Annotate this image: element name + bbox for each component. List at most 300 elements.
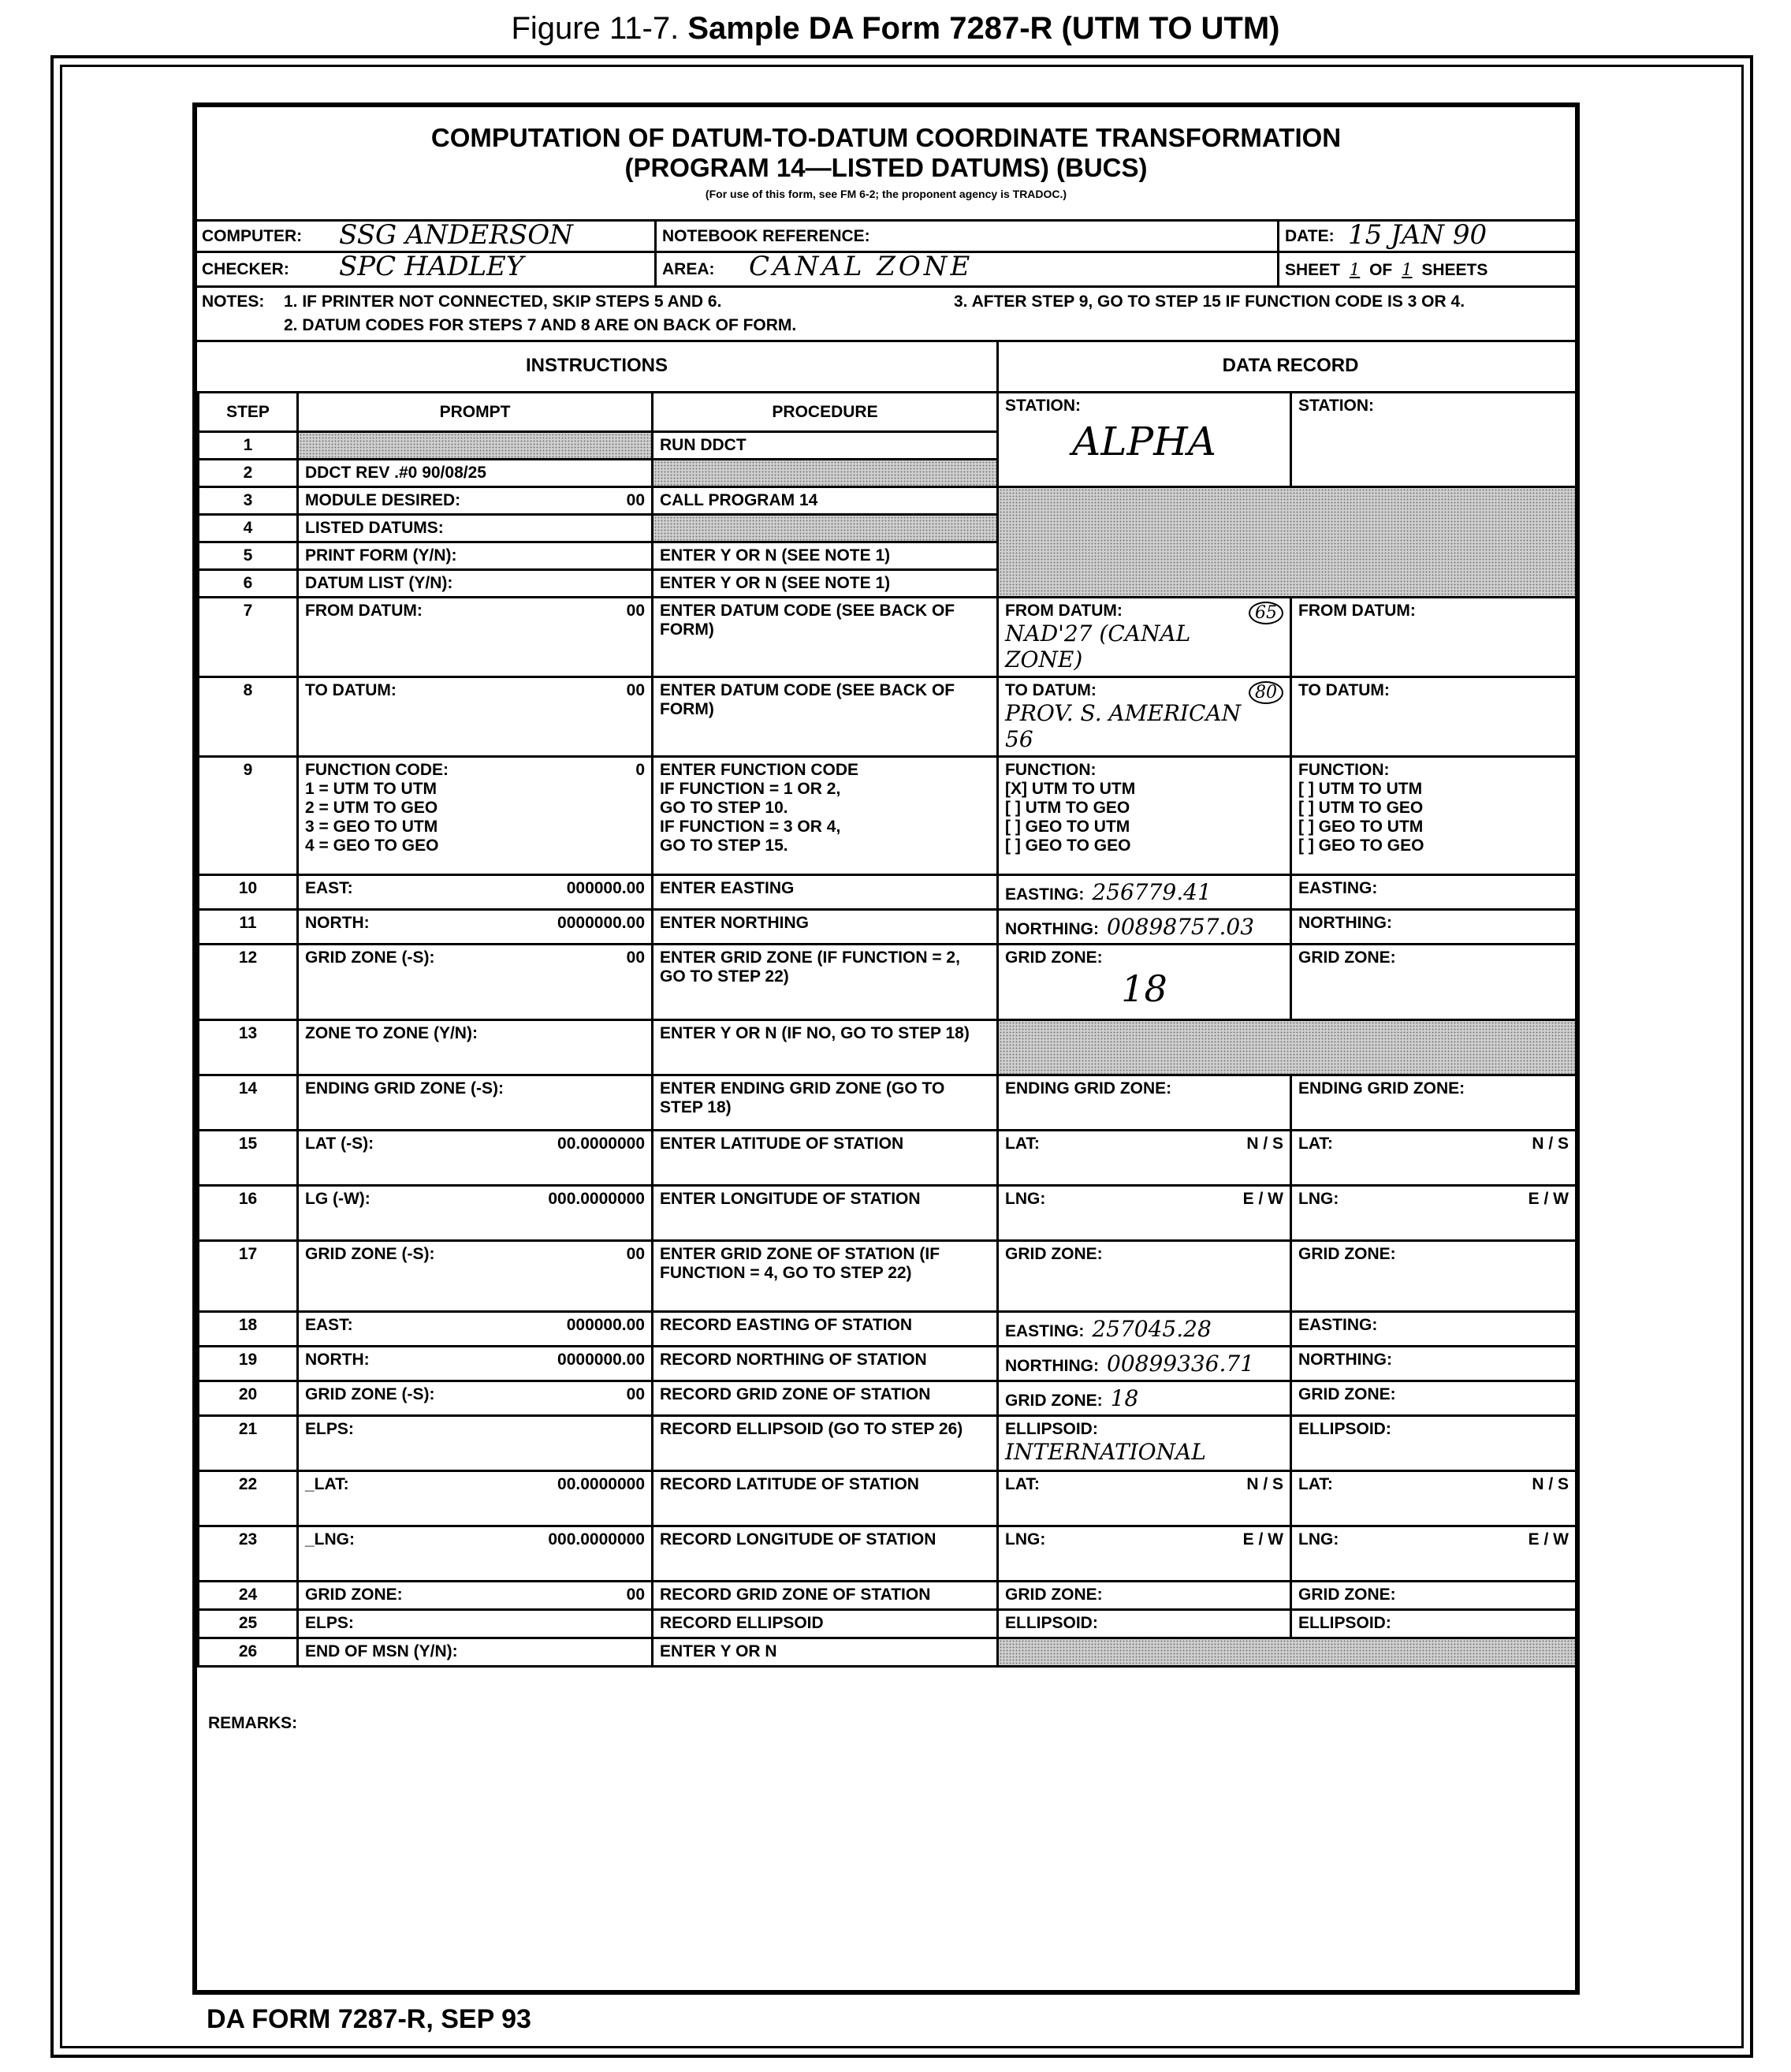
procedure-text: ENTER ENDING GRID ZONE (GO TO STEP 18) (660, 1079, 945, 1116)
prompt-cell (298, 598, 653, 677)
prompt-default: 00 (626, 681, 645, 699)
data-label: LAT: (1298, 1475, 1333, 1493)
date-value[interactable]: 15 JAN 90 (1348, 219, 1488, 251)
table-row (199, 1638, 1577, 1667)
datum-code-circled: 65 (1249, 602, 1283, 624)
prompt-cell (298, 1526, 653, 1582)
function-checkbox[interactable]: [ ] GEO TO UTM (1298, 818, 1424, 836)
of-value[interactable]: 1 (1402, 260, 1413, 279)
info-block (197, 219, 1575, 288)
prompt-cell (298, 1075, 653, 1131)
procedure-text: RECORD ELLIPSOID (660, 1614, 824, 1632)
data-cell-station-2[interactable] (1291, 677, 1577, 757)
prompt-default: 00 (626, 1385, 645, 1403)
table-row (199, 910, 1577, 945)
step-number: 18 (199, 1312, 298, 1347)
hemisphere-indicator: E / W (1528, 1190, 1569, 1208)
procedure-text: ENTER GRID ZONE (IF FUNCTION = 2, GO TO STEP 22) (660, 948, 960, 986)
prompt-text: EAST: (305, 1316, 353, 1334)
procedure-cell (653, 515, 998, 542)
data-cell-station-2[interactable] (1291, 910, 1577, 945)
procedure-text: CALL PROGRAM 14 (660, 491, 818, 509)
procedure-note: IF FUNCTION = 3 OR 4, (660, 818, 841, 836)
prompt-cell (298, 757, 653, 875)
remarks-label: REMARKS: (208, 1714, 298, 1732)
prompt-default: 0000000.00 (557, 1351, 645, 1369)
procedure-note: GO TO STEP 10. (660, 799, 788, 817)
prompt-text: _LNG: (305, 1530, 355, 1548)
data-cell-station-1[interactable] (998, 677, 1291, 757)
data-cell-station-1[interactable] (998, 1610, 1291, 1638)
table-row (199, 1020, 1577, 1075)
prompt-cell (298, 1610, 653, 1638)
prompt-text: ELPS: (305, 1420, 354, 1438)
datum-code-circled: 80 (1249, 681, 1283, 704)
data-record-heading: DATA RECORD (1222, 355, 1359, 376)
form-subtitle: (For use of this form, see FM 6-2; the proponent agency is TRADOC.) (705, 188, 1067, 200)
data-label: GRID ZONE: (1005, 1245, 1103, 1263)
checker-value[interactable]: SPC HADLEY (339, 251, 524, 282)
notes-block (197, 288, 1575, 342)
procedure-cell (653, 1312, 998, 1347)
prompt-text: LG (-W): (305, 1190, 370, 1208)
data-cell-station-2[interactable] (1291, 1241, 1577, 1312)
section-headings (197, 342, 1575, 391)
procedure-cell (653, 570, 998, 598)
data-label: LNG: (1298, 1190, 1339, 1208)
function-checkbox[interactable]: [X] UTM TO UTM (1005, 780, 1136, 798)
prompt-text: _LAT: (305, 1475, 349, 1493)
function-checkbox[interactable]: [ ] UTM TO UTM (1298, 780, 1423, 798)
procedure-text: ENTER LATITUDE OF STATION (660, 1135, 904, 1153)
data-cell-station-1[interactable] (998, 875, 1291, 910)
data-label: LNG: (1298, 1530, 1339, 1548)
instructions-heading: INSTRUCTIONS (526, 355, 668, 376)
step-number: 3 (199, 487, 298, 515)
step-number: 17 (199, 1241, 298, 1312)
data-label: NORTHING: (1298, 1351, 1392, 1369)
procedure-text: RECORD GRID ZONE OF STATION (660, 1586, 931, 1604)
data-cell-station-1[interactable] (998, 945, 1291, 1020)
data-cell-station-2[interactable] (1291, 598, 1577, 677)
table-row (199, 875, 1577, 910)
data-label: GRID ZONE: (1005, 1586, 1103, 1604)
procedure-text: ENTER Y OR N (SEE NOTE 1) (660, 574, 891, 592)
prompt-text: PRINT FORM (Y/N): (305, 546, 457, 565)
data-cell-station-1[interactable] (998, 1241, 1291, 1312)
prompt-cell (298, 875, 653, 910)
procedure-cell (653, 1241, 998, 1312)
remarks-area[interactable] (197, 1708, 1575, 1992)
note-2: 2. DATUM CODES FOR STEPS 7 AND 8 ARE ON BACK OF FORM. (284, 316, 797, 334)
prompt-default: 00 (626, 1245, 645, 1263)
prompt-cell (298, 677, 653, 757)
date-label: DATE: (1285, 227, 1335, 245)
prompt-cell (298, 1381, 653, 1416)
function-code-option: 2 = UTM TO GEO (305, 799, 438, 817)
prompt-text: ELPS: (305, 1614, 354, 1632)
function-checkbox[interactable]: [ ] GEO TO UTM (1005, 818, 1130, 836)
handwritten-value: NAD'27 (CANAL ZONE) (1005, 620, 1191, 673)
prompt-cell (298, 1638, 653, 1667)
hemisphere-indicator: E / W (1528, 1530, 1569, 1548)
table-row (199, 945, 1577, 1020)
data-cell-station-2[interactable] (1291, 1526, 1577, 1582)
form-header (197, 107, 1575, 222)
prompt-default: 00.0000000 (557, 1475, 645, 1493)
prompt-text: TO DATUM: (305, 681, 397, 699)
prompt-text: LISTED DATUMS: (305, 519, 444, 537)
procedure-text: ENTER Y OR N (SEE NOTE 1) (660, 546, 891, 565)
data-label: LAT: (1298, 1135, 1333, 1153)
data-cell-station-2[interactable] (1291, 1416, 1577, 1471)
data-cell-station-2[interactable] (1291, 1471, 1577, 1526)
procedure-cell (653, 1381, 998, 1416)
procedure-cell (653, 945, 998, 1020)
data-label: EASTING: (1298, 1316, 1378, 1334)
handwritten-value: 00898757.03 (1107, 914, 1255, 940)
table-row (199, 757, 1577, 875)
step-number: 8 (199, 677, 298, 757)
function-checkbox[interactable]: [ ] UTM TO GEO (1005, 799, 1130, 817)
procedure-text: ENTER NORTHING (660, 914, 809, 932)
procedure-cell (653, 542, 998, 570)
data-cell-station-1[interactable] (998, 1381, 1291, 1416)
data-label: EASTING: (1005, 1322, 1085, 1340)
col-step-header: STEP (199, 393, 298, 432)
prompt-default: 0 (635, 761, 645, 779)
of-label: OF (1369, 261, 1393, 279)
prompt-text: END OF MSN (Y/N): (305, 1642, 458, 1660)
procedure-text: ENTER DATUM CODE (SEE BACK OF FORM) (660, 681, 955, 718)
procedure-cell (653, 487, 998, 515)
step-number: 5 (199, 542, 298, 570)
procedure-cell (653, 1347, 998, 1381)
prompt-cell (298, 910, 653, 945)
table-row (199, 1347, 1577, 1381)
function-checkbox[interactable]: [ ] UTM TO GEO (1298, 799, 1424, 817)
area-value[interactable]: CANAL ZONE (749, 251, 974, 282)
procedure-cell (653, 1416, 998, 1471)
prompt-text: NORTH: (305, 914, 370, 932)
step-number: 6 (199, 570, 298, 598)
data-label: GRID ZONE: (1298, 948, 1396, 967)
data-cell-station-1[interactable] (998, 1526, 1291, 1582)
data-label: GRID ZONE: (1298, 1385, 1396, 1403)
function-code-option: 3 = GEO TO UTM (305, 818, 438, 836)
procedure-text: ENTER Y OR N (660, 1642, 777, 1660)
procedure-cell (653, 910, 998, 945)
procedure-cell (653, 460, 998, 487)
prompt-default: 00 (626, 602, 645, 620)
data-label: EASTING: (1005, 885, 1085, 904)
procedure-cell (653, 1020, 998, 1075)
handwritten-value: 256779.41 (1092, 879, 1212, 905)
station-1-value: ALPHA (1072, 419, 1216, 464)
step-number: 21 (199, 1416, 298, 1471)
procedure-cell (653, 1610, 998, 1638)
table-row (199, 677, 1577, 757)
table-row (199, 1416, 1577, 1471)
form-footer: DA FORM 7287-R, SEP 93 (207, 2004, 531, 2034)
table-row (199, 1526, 1577, 1582)
hemisphere-indicator: E / W (1242, 1530, 1283, 1548)
prompt-default: 000.0000000 (548, 1530, 645, 1548)
station-1-cell[interactable] (998, 393, 1291, 487)
data-cell-station-1[interactable] (998, 598, 1291, 677)
table-row (199, 487, 1577, 515)
data-cell-station-1[interactable] (998, 1347, 1291, 1381)
procedure-cell (653, 1186, 998, 1241)
table-row (199, 1075, 1577, 1131)
table-row (199, 1381, 1577, 1416)
data-cell-station-2[interactable] (1291, 875, 1577, 910)
prompt-text: EAST: (305, 879, 353, 897)
prompt-text: DDCT REV .#0 90/08/25 (305, 464, 486, 482)
data-shaded-cell (998, 1020, 1577, 1075)
step-number: 12 (199, 945, 298, 1020)
procedure-text: RECORD LATITUDE OF STATION (660, 1475, 919, 1493)
data-label: FUNCTION: (1298, 761, 1390, 779)
prompt-cell (298, 432, 653, 460)
table-row (199, 1131, 1577, 1186)
step-number: 10 (199, 875, 298, 910)
step-number: 4 (199, 515, 298, 542)
data-cell-station-1[interactable] (998, 1131, 1291, 1186)
procedure-cell (653, 1075, 998, 1131)
procedure-cell (653, 677, 998, 757)
prompt-cell (298, 1186, 653, 1241)
prompt-default: 00.0000000 (557, 1135, 645, 1153)
procedure-cell (653, 432, 998, 460)
prompt-default: 0000000.00 (557, 914, 645, 932)
checker-label: CHECKER: (202, 260, 289, 278)
data-cell-station-1[interactable] (998, 1186, 1291, 1241)
data-label: FUNCTION: (1005, 761, 1097, 779)
data-shaded-block (998, 487, 1577, 598)
step-number: 22 (199, 1471, 298, 1526)
data-label: TO DATUM: (1005, 681, 1097, 699)
data-label: ELLIPSOID: (1005, 1420, 1098, 1438)
notes-label: NOTES: (202, 293, 265, 311)
handwritten-value: 257045.28 (1092, 1316, 1212, 1342)
function-checkbox[interactable]: [ ] GEO TO GEO (1298, 837, 1424, 855)
computer-value[interactable]: SSG ANDERSON (339, 219, 573, 251)
prompt-cell (298, 1471, 653, 1526)
step-number: 25 (199, 1610, 298, 1638)
data-label: NORTHING: (1005, 920, 1099, 938)
table-row (199, 1471, 1577, 1526)
procedure-cell (653, 1638, 998, 1667)
steps-table (197, 391, 1577, 1668)
prompt-text: FROM DATUM: (305, 602, 423, 620)
prompt-cell (298, 1416, 653, 1471)
form-title-line1: COMPUTATION OF DATUM-TO-DATUM COORDINATE TRANSFORMATION (430, 123, 1342, 152)
area-label: AREA: (662, 260, 715, 278)
data-cell-station-2[interactable] (1291, 1131, 1577, 1186)
procedure-text: RUN DDCT (660, 436, 747, 454)
procedure-text: ENTER FUNCTION CODE (660, 761, 858, 779)
data-cell-station-2[interactable] (1291, 1347, 1577, 1381)
procedure-text: RECORD ELLIPSOID (GO TO STEP 26) (660, 1420, 963, 1438)
step-number: 15 (199, 1131, 298, 1186)
computer-label: COMPUTER: (202, 227, 303, 245)
table-row (199, 598, 1577, 677)
step-number: 16 (199, 1186, 298, 1241)
station-1-label: STATION: (1005, 397, 1082, 415)
function-checkbox[interactable]: [ ] GEO TO GEO (1005, 837, 1131, 855)
form-title-line2: (PROGRAM 14—LISTED DATUMS) (BUCS) (624, 153, 1148, 182)
procedure-text: ENTER GRID ZONE OF STATION (IF FUNCTION = 4, GO TO STEP 22) (660, 1245, 940, 1282)
data-cell-station-2[interactable] (1291, 1075, 1577, 1131)
data-cell-station-1[interactable] (998, 910, 1291, 945)
handwritten-value: 00899336.71 (1107, 1351, 1255, 1377)
handwritten-value: PROV. S. AMERICAN 56 (1005, 700, 1242, 752)
prompt-cell (298, 945, 653, 1020)
data-cell-station-2[interactable] (1291, 1582, 1577, 1610)
prompt-text: ENDING GRID ZONE (-S): (305, 1079, 504, 1097)
step-number: 14 (199, 1075, 298, 1131)
step-number: 19 (199, 1347, 298, 1381)
data-label: GRID ZONE: (1005, 948, 1103, 967)
procedure-text: ENTER DATUM CODE (SEE BACK OF FORM) (660, 602, 955, 639)
step-number: 11 (199, 910, 298, 945)
data-label: NORTHING: (1005, 1357, 1099, 1375)
prompt-cell (298, 487, 653, 515)
prompt-cell (298, 515, 653, 542)
table-row (199, 1312, 1577, 1347)
procedure-cell (653, 1471, 998, 1526)
data-cell-station-2[interactable] (1291, 945, 1577, 1020)
prompt-text: GRID ZONE (-S): (305, 1245, 435, 1263)
prompt-default: 000000.00 (566, 879, 645, 897)
procedure-text: ENTER LONGITUDE OF STATION (660, 1190, 921, 1208)
step-number: 24 (199, 1582, 298, 1610)
data-label: ELLIPSOID: (1005, 1614, 1098, 1632)
sheet-field (1285, 260, 1488, 280)
data-label: ELLIPSOID: (1298, 1420, 1391, 1438)
data-cell-station-1[interactable] (998, 757, 1291, 875)
procedure-text: RECORD LONGITUDE OF STATION (660, 1530, 936, 1548)
data-label: LNG: (1005, 1530, 1046, 1548)
col-procedure-header: PROCEDURE (653, 393, 998, 432)
data-cell-station-2[interactable] (1291, 1186, 1577, 1241)
hemisphere-indicator: N / S (1246, 1475, 1283, 1493)
station-2-cell[interactable] (1291, 393, 1577, 487)
data-label: LAT: (1005, 1475, 1040, 1493)
data-label: TO DATUM: (1298, 681, 1390, 699)
data-label: FROM DATUM: (1298, 602, 1416, 620)
function-code-option: 1 = UTM TO UTM (305, 780, 438, 798)
note-1: 1. IF PRINTER NOT CONNECTED, SKIP STEPS 5 AND 6. (284, 293, 722, 311)
procedure-note: GO TO STEP 15. (660, 837, 788, 855)
handwritten-value: INTERNATIONAL (1005, 1439, 1206, 1465)
sheet-label: SHEET (1285, 261, 1341, 279)
prompt-cell (298, 460, 653, 487)
prompt-text: FUNCTION CODE: (305, 761, 449, 779)
step-number: 20 (199, 1381, 298, 1416)
prompt-default: 000000.00 (566, 1316, 645, 1334)
data-cell-station-1[interactable] (998, 1416, 1291, 1471)
prompt-cell (298, 1131, 653, 1186)
procedure-cell (653, 875, 998, 910)
step-number: 13 (199, 1020, 298, 1075)
figure-number: Figure 11-7. (511, 11, 680, 46)
data-cell-station-2[interactable] (1291, 1610, 1577, 1638)
prompt-text: GRID ZONE (-S): (305, 948, 435, 967)
prompt-default: 00 (626, 491, 645, 509)
prompt-text: NORTH: (305, 1351, 370, 1369)
procedure-text: RECORD EASTING OF STATION (660, 1316, 913, 1334)
data-label: LNG: (1005, 1190, 1046, 1208)
data-label: LAT: (1005, 1135, 1040, 1153)
function-code-option: 4 = GEO TO GEO (305, 837, 439, 855)
procedure-cell (653, 1526, 998, 1582)
prompt-cell (298, 570, 653, 598)
prompt-cell (298, 1582, 653, 1610)
sheet-value[interactable]: 1 (1349, 260, 1361, 279)
prompt-default: 00 (626, 1586, 645, 1604)
hemisphere-indicator: N / S (1246, 1135, 1283, 1153)
data-cell-station-2[interactable] (1291, 1381, 1577, 1416)
data-cell-station-2[interactable] (1291, 757, 1577, 875)
data-label: FROM DATUM: (1005, 602, 1123, 620)
col-prompt-header: PROMPT (298, 393, 653, 432)
procedure-cell (653, 1582, 998, 1610)
procedure-cell (653, 757, 998, 875)
note-3: 3. AFTER STEP 9, GO TO STEP 15 IF FUNCTION CODE IS 3 OR 4. (954, 293, 1465, 311)
da-form-7287 (192, 102, 1580, 1995)
data-cell-station-1[interactable] (998, 1312, 1291, 1347)
data-shaded-cell (998, 1638, 1577, 1667)
prompt-cell (298, 1241, 653, 1312)
figure-caption: Sample DA Form 7287-R (UTM TO UTM) (687, 11, 1280, 46)
table-row (199, 1582, 1577, 1610)
step-number: 26 (199, 1638, 298, 1667)
hemisphere-indicator: N / S (1532, 1135, 1569, 1153)
data-label: EASTING: (1298, 879, 1378, 897)
prompt-default: 00 (626, 948, 645, 967)
prompt-cell (298, 1347, 653, 1381)
data-label: NORTHING: (1298, 914, 1392, 932)
prompt-text: DATUM LIST (Y/N): (305, 574, 453, 592)
hemisphere-indicator: N / S (1532, 1475, 1569, 1493)
procedure-text: ENTER Y OR N (IF NO, GO TO STEP 18) (660, 1024, 970, 1042)
handwritten-value: 18 (1110, 1385, 1139, 1411)
data-label: GRID ZONE: (1005, 1392, 1103, 1410)
table-row (199, 1186, 1577, 1241)
step-number: 23 (199, 1526, 298, 1582)
prompt-text: GRID ZONE: (305, 1586, 403, 1604)
step-number: 2 (199, 460, 298, 487)
prompt-cell (298, 1020, 653, 1075)
data-cell-station-1[interactable] (998, 1075, 1291, 1131)
hemisphere-indicator: E / W (1242, 1190, 1283, 1208)
procedure-text: RECORD GRID ZONE OF STATION (660, 1385, 931, 1403)
procedure-cell (653, 1131, 998, 1186)
table-row (199, 1610, 1577, 1638)
prompt-cell (298, 542, 653, 570)
prompt-text: MODULE DESIRED: (305, 491, 461, 509)
sheets-label: SHEETS (1421, 261, 1488, 279)
prompt-text: ZONE TO ZONE (Y/N): (305, 1024, 478, 1042)
data-cell-station-1[interactable] (998, 1582, 1291, 1610)
prompt-text: LAT (-S): (305, 1135, 374, 1153)
data-label: GRID ZONE: (1298, 1245, 1396, 1263)
prompt-cell (298, 1312, 653, 1347)
data-cell-station-2[interactable] (1291, 1312, 1577, 1347)
data-cell-station-1[interactable] (998, 1471, 1291, 1526)
